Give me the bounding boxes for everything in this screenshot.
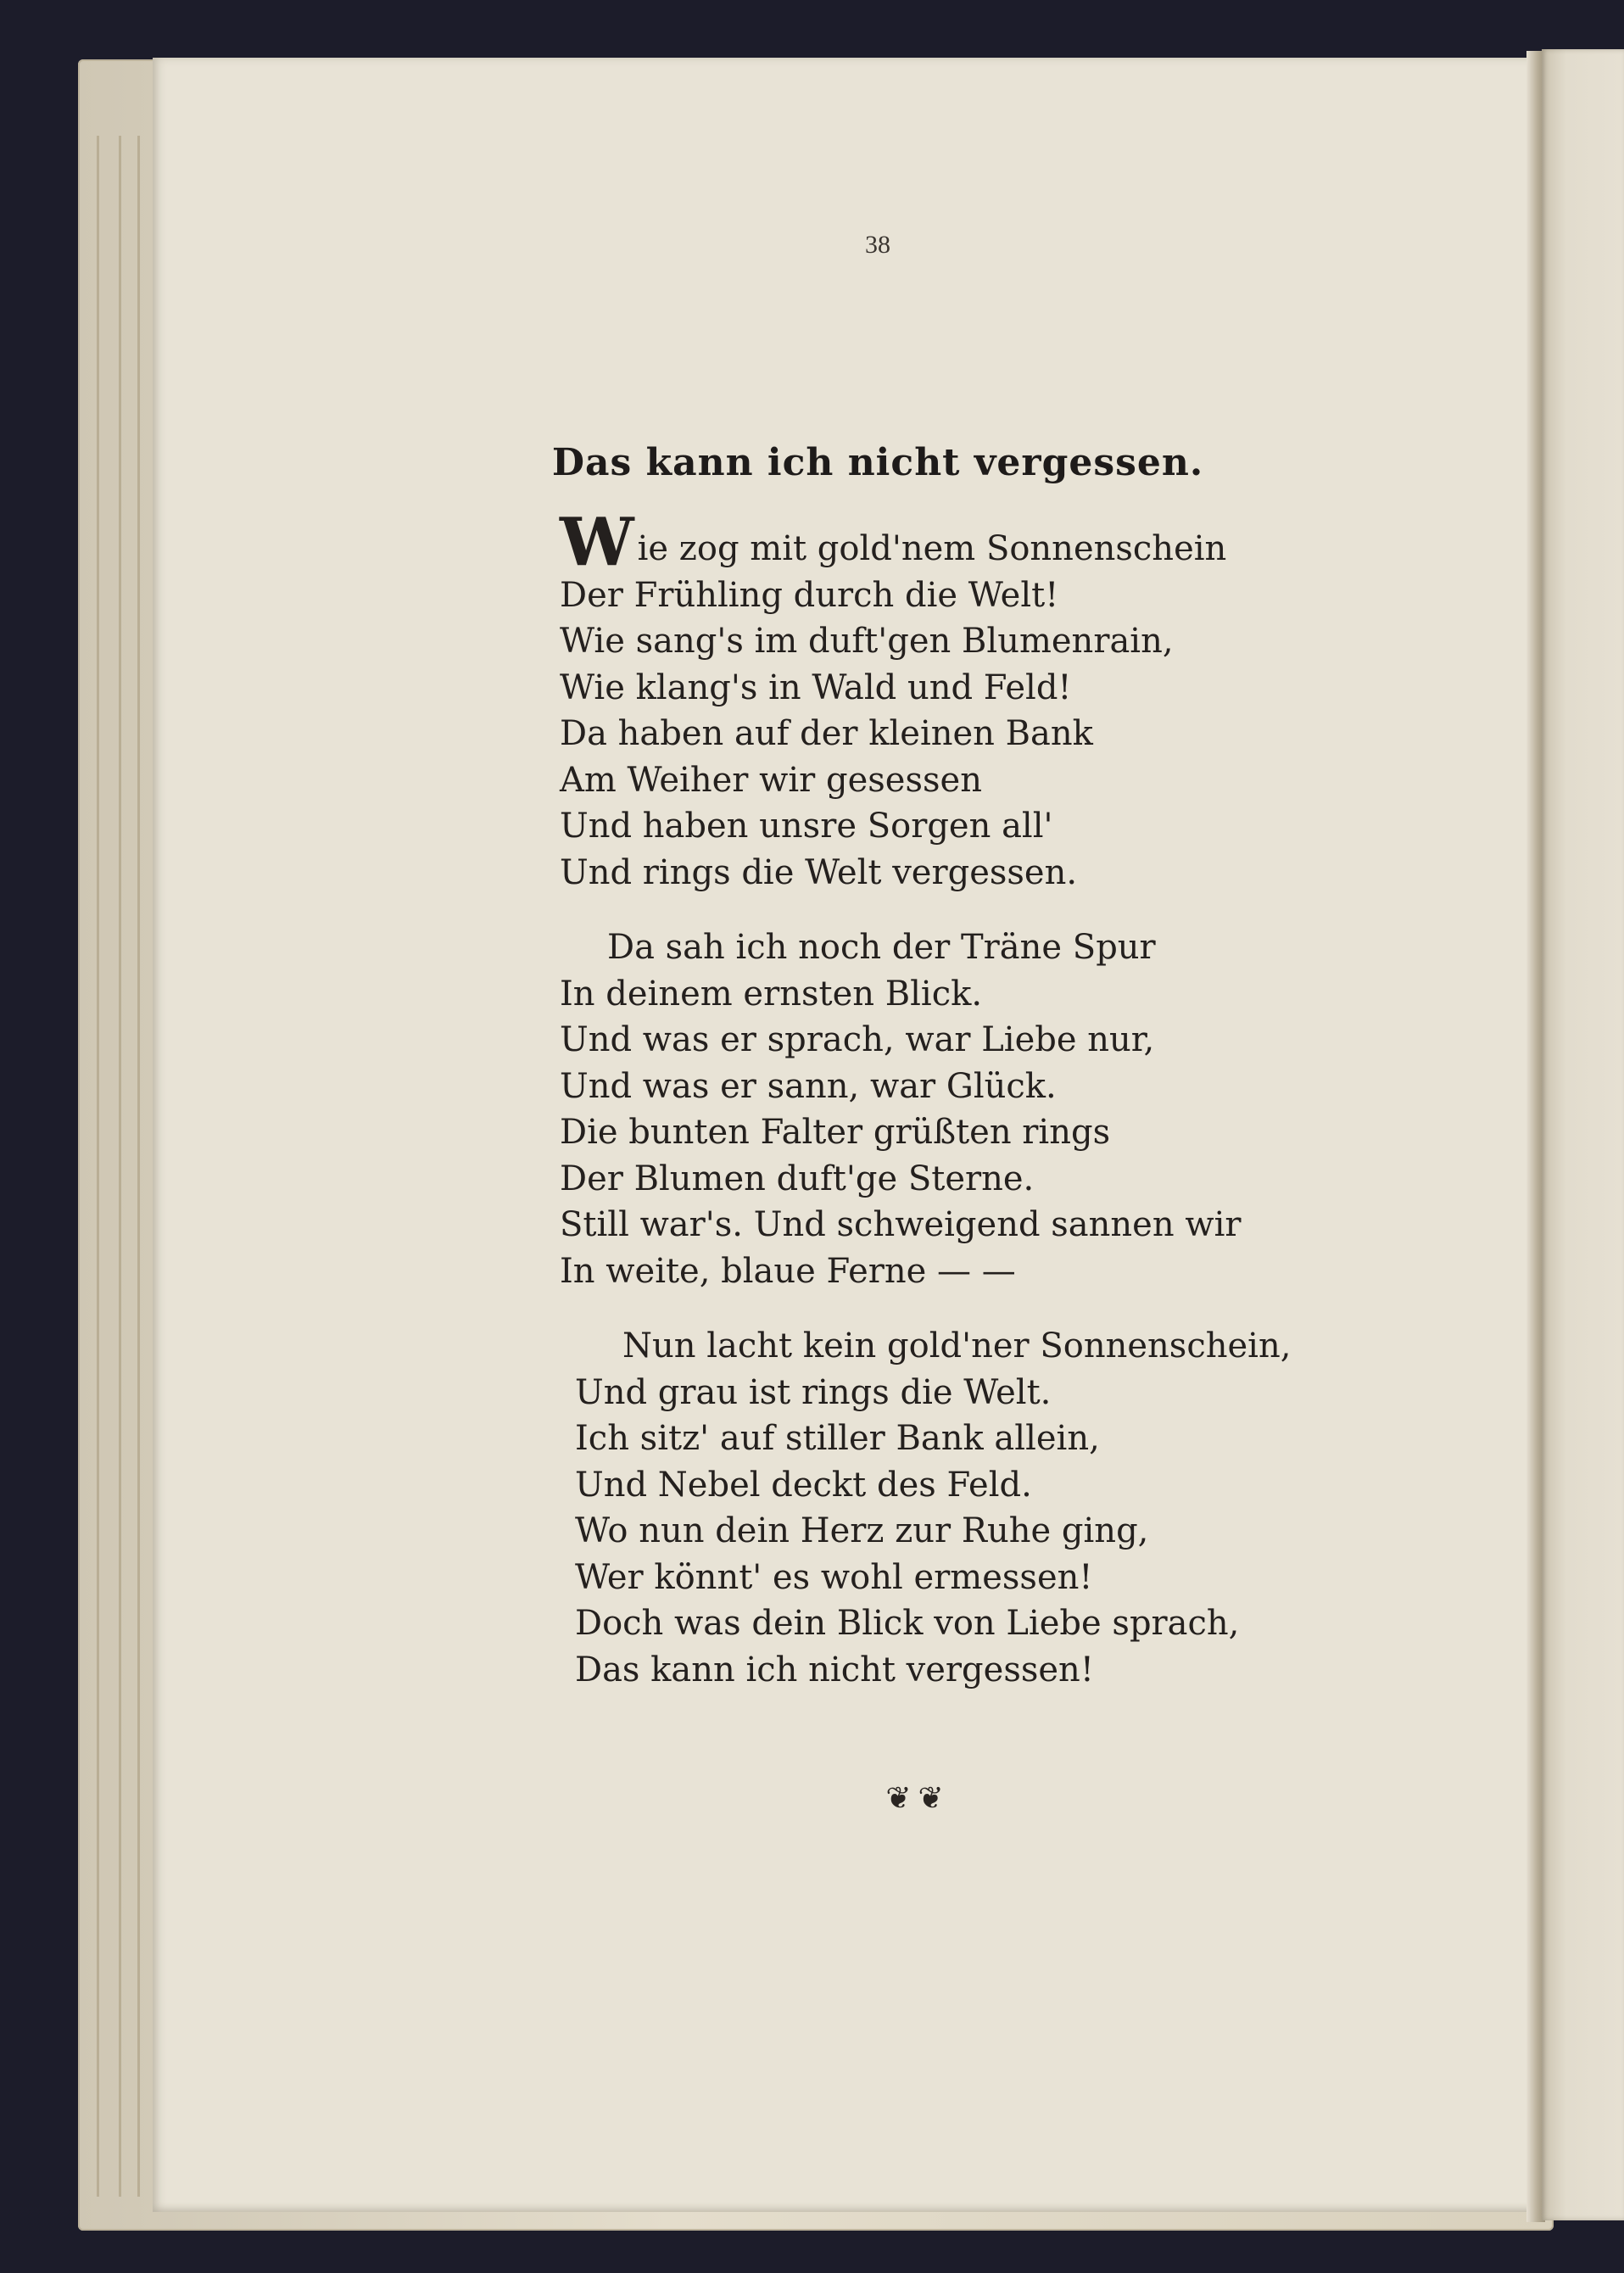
- poem-line: Ich sitz' auf stiller Bank allein,: [575, 1419, 1100, 1458]
- poem-line: Da sah ich noch der Träne Spur: [607, 928, 1156, 967]
- poem-line: Wer könnt' es wohl ermessen!: [575, 1557, 1093, 1597]
- stanza: [560, 504, 1323, 896]
- poem-line: Und rings die Welt vergessen.: [560, 852, 1078, 892]
- poem-line: Still war's. Und schweigend sannen wir: [560, 1205, 1242, 1244]
- poem-line: Nun lacht kein gold'ner Sonnenschein,: [622, 1326, 1292, 1365]
- poem-line: Und haben unsre Sorgen all': [560, 807, 1053, 846]
- ornament-icon: ❦❦: [885, 1781, 951, 1816]
- poem-line: Wie sang's im duft'gen Blumenrain,: [560, 622, 1174, 661]
- poem-line: Doch was dein Blick von Liebe sprach,: [575, 1604, 1240, 1643]
- poem-line: Am Weiher wir gesessen: [560, 760, 982, 800]
- poem-body: [560, 504, 1323, 1722]
- page-number: 38: [865, 231, 890, 259]
- drop-cap: W: [560, 504, 634, 581]
- poem-line: Wie klang's in Wald und Feld!: [560, 667, 1072, 707]
- stanza: [560, 1323, 1323, 1693]
- poem-line: Wie zog mit gold'nem Sonnenschein: [560, 504, 1227, 581]
- stanza: [560, 924, 1323, 1294]
- poem-line: Der Frühling durch die Welt!: [560, 575, 1059, 615]
- poem-line: Und was er sann, war Glück.: [560, 1066, 1057, 1106]
- poem-title: Das kann ich nicht vergessen.: [551, 441, 1204, 484]
- poem-line: Der Blumen duft'ge Sterne.: [560, 1159, 1035, 1198]
- poem-line: Und was er sprach, war Liebe nur,: [560, 1020, 1155, 1059]
- poem-line: Und Nebel deckt des Feld.: [575, 1465, 1032, 1505]
- poem-line: Die bunten Falter grüßten rings: [560, 1113, 1111, 1152]
- poem-line: In deinem ernsten Blick.: [560, 974, 983, 1014]
- poem-line: Da haben auf der kleinen Bank: [560, 714, 1093, 753]
- poem-line: Wo nun dein Herz zur Ruhe ging,: [575, 1511, 1149, 1550]
- poem-line: Das kann ich nicht vergessen!: [575, 1650, 1094, 1689]
- poem-line: Und grau ist rings die Welt.: [575, 1372, 1052, 1412]
- poem-line: In weite, blaue Ferne — —: [560, 1251, 1016, 1291]
- facing-page-edge: [1542, 49, 1624, 2220]
